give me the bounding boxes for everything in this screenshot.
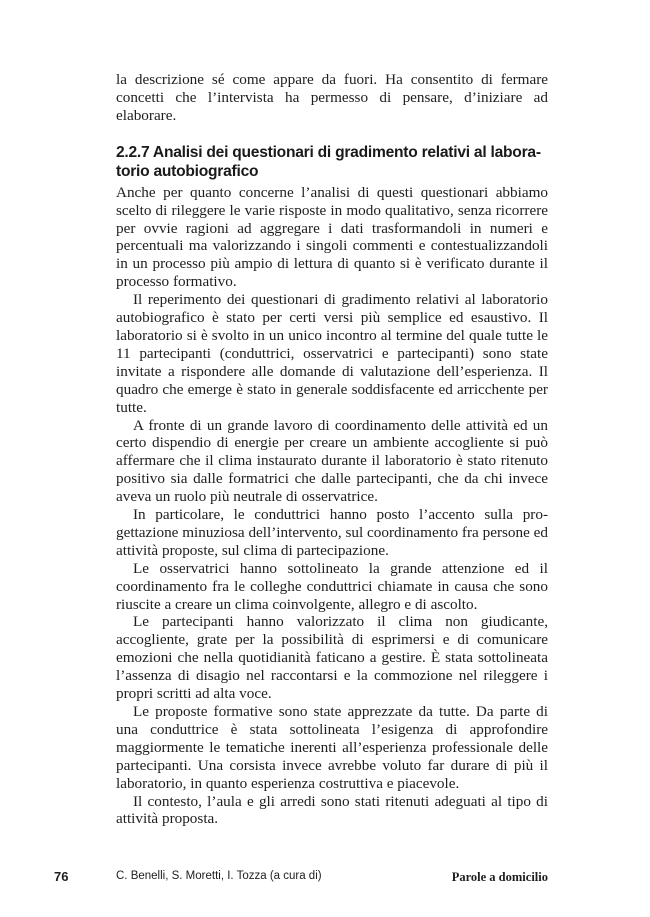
- footer-authors: C. Benelli, S. Moretti, I. Tozza (a cura di): [116, 870, 322, 882]
- page-footer: [0, 869, 650, 889]
- footer-book-title: Parole a domicilio: [451, 870, 548, 884]
- body-paragraph-4: In particolare, le conduttrici hanno posto l’accento sulla progettazione minuziosa dell’intervento, sul coordinamento fra persone ed attività proposte, sul clima di partecipazione.: [116, 506, 548, 559]
- intro-paragraph: la descrizione sé come appare da fuori. Ha consentito di fermare concetti che l’intervista ha permesso di pensare, d’iniziare ad elaborare.: [116, 71, 548, 124]
- body-paragraph-3: A fronte di un grande lavoro di coordinamento delle attività ed un certo dispendio di energie per creare un ambiente accogliente si può affermare che il clima instaurato durante il laboratorio è stato ritenuto positivo sia dalle formatrici che dalle partecipanti, che da chi invece aveva un ruolo più neutrale di osservatrice.: [116, 416, 548, 506]
- body-paragraph-5: Le osservatrici hanno sottolineato la grande attenzione ed il coordinamento fra le colleghe conduttrici chiamate in causa che sono riuscite a creare un clima coinvolgente, allegro e di ascolto.: [116, 559, 548, 613]
- body-paragraph-1: Anche per quanto concerne l’analisi di questi questionari abbiamo scelto di rileggere le varie risposte in modo qualitativo, senza ricorrere per ovvie ragioni ad aggregare i dati trasformandoli in numeri e percentuali ma valorizzando i singoli commenti e contestualizzandoli in un processo più ampio di lettura di quanto si è verificato durante il processo formativo.: [116, 183, 548, 291]
- page-body: [116, 71, 548, 828]
- page-number: 76: [54, 869, 69, 884]
- body-paragraph-2: Il reperimento dei questionari di gradimento relativi al laboratorio autobiografico è stato per certi versi più semplice ed esaustivo. Il laboratorio si è svolto in un unico incontro al termine del quale tutte le 11 partecipanti (conduttrici, osservatrici e partecipanti) sono state invitate a rispondere alle domande di valutazione dell’esperienza. Il quadro che emerge è stato in generale soddisfacente ed arricchente per tutte.: [116, 291, 548, 416]
- body-paragraph-7: Le proposte formative sono state apprezzate da tutte. Da parte di una conduttrice è stata sottolineata l’esigenza di approfondire maggiormente le tematiche inerenti all’esperienza professionale delle partecipanti. Una corsista invece avrebbe voluto far durare di più il laboratorio, in quanto esperienza costruttiva e piacevole.: [116, 703, 548, 792]
- section-heading: 2.2.7 Analisi dei questionari di gradimento relativi al laboratorio autobiografico: [116, 143, 542, 180]
- body-paragraph-6: Le partecipanti hanno valorizzato il clima non giudicante, accogliente, grate per la possibilità di esprimersi e di comunicare emozioni che nella quotidianità faticano a gestire. È stata sottolineata l’assenza di disagio nel raccontarsi e la commozione nel rileggere i propri scritti ad alta voce.: [116, 613, 548, 703]
- body-paragraph-8: Il contesto, l’aula e gli arredi sono stati ritenuti adeguati al tipo di attività proposta.: [116, 792, 548, 828]
